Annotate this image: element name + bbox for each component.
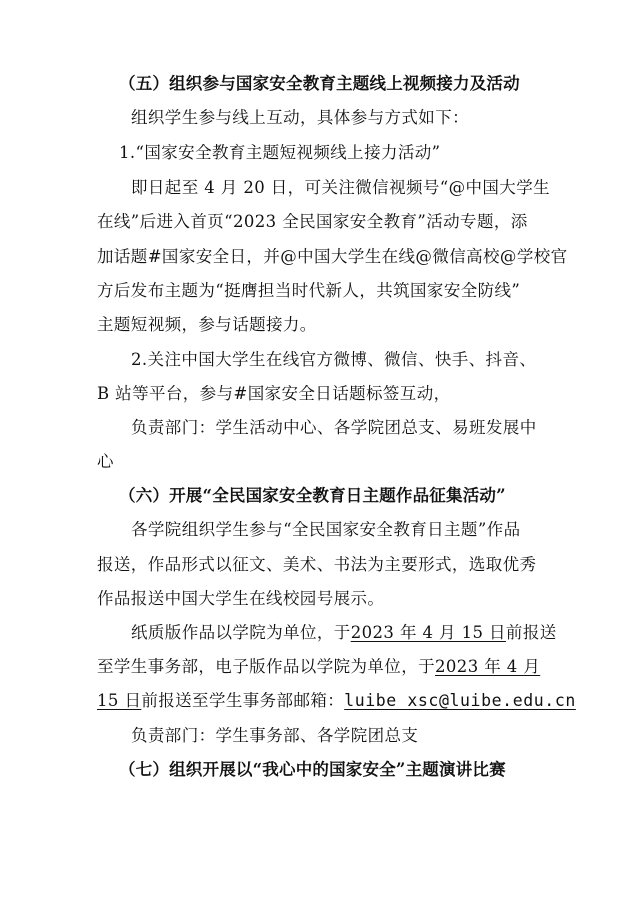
- section-7-heading: （七）组织开展以“我心中的国家安全”主题演讲比赛: [119, 760, 506, 779]
- section-6-para-2-line-1: [131, 621, 557, 645]
- item-1-line-2: 在线”后进入首页“2023 全民国家安全教育”活动专题，添: [97, 212, 528, 231]
- deadline-date: 2023 年 4 月: [435, 657, 541, 676]
- section-6-para-1-line-1: 各学院组织学生参与“全民国家安全教育日主题”作品: [131, 520, 521, 539]
- para-2-text: 至学生事务部，电子版作品以学院为单位，于: [97, 657, 435, 676]
- section-6-para-2-line-3: [97, 689, 576, 713]
- item-1-line-1: 即日起至 4 月 20 日，可关注微信视频号“@中国大学生: [131, 178, 551, 197]
- item-1-line-4: 方后发布主题为“挺膺担当时代新人，共筑国家安全防线”: [97, 281, 521, 300]
- item-1-line-5: 主题短视频，参与话题接力。: [97, 315, 317, 334]
- item-2-line-2: B 站等平台，参与#国家安全日话题标签互动，: [97, 384, 451, 403]
- deadline-date: 15 日: [97, 691, 142, 710]
- section-5-intro: 组织学生参与线上互动，具体参与方式如下：: [131, 108, 469, 127]
- section-5-dept-line-1: 负责部门：学生活动中心、各学院团总支、易班发展中: [131, 418, 537, 437]
- para-2-text: 前报送至学生事务部邮箱：: [141, 691, 345, 710]
- section-5-dept-line-2: 心: [97, 452, 114, 471]
- section-5-heading: （五）组织参与国家安全教育主题线上视频接力及活动: [119, 74, 520, 93]
- section-6-para-2-line-2: [97, 655, 547, 679]
- section-6-para-1-line-2: 报送，作品形式以征文、美术、书法为主要形式，选取优秀: [97, 555, 537, 574]
- email-address: luibe xsc@luibe.edu.cn: [344, 691, 576, 710]
- para-2-text: 纸质版作品以学院为单位，于: [131, 623, 351, 642]
- section-6-heading: （六）开展“全民国家安全教育日主题作品征集活动”: [119, 486, 506, 505]
- section-6-para-1-line-3: 作品报送中国大学生在线校园号展示。: [97, 589, 385, 608]
- para-2-text: 前报送: [505, 623, 557, 642]
- section-6-dept: 负责部门：学生事务部、各学院团总支: [131, 726, 419, 745]
- deadline-date: 2023 年 4 月 15 日: [350, 623, 506, 642]
- item-2-line-1: 2.关注中国大学生在线官方微博、微信、快手、抖音、: [131, 350, 537, 369]
- item-1-line-3: 加话题#国家安全日，并@中国大学生在线@微信高校@学校官: [97, 247, 568, 266]
- item-1-title: 1.“国家安全教育主题短视频线上接力活动”: [119, 143, 441, 162]
